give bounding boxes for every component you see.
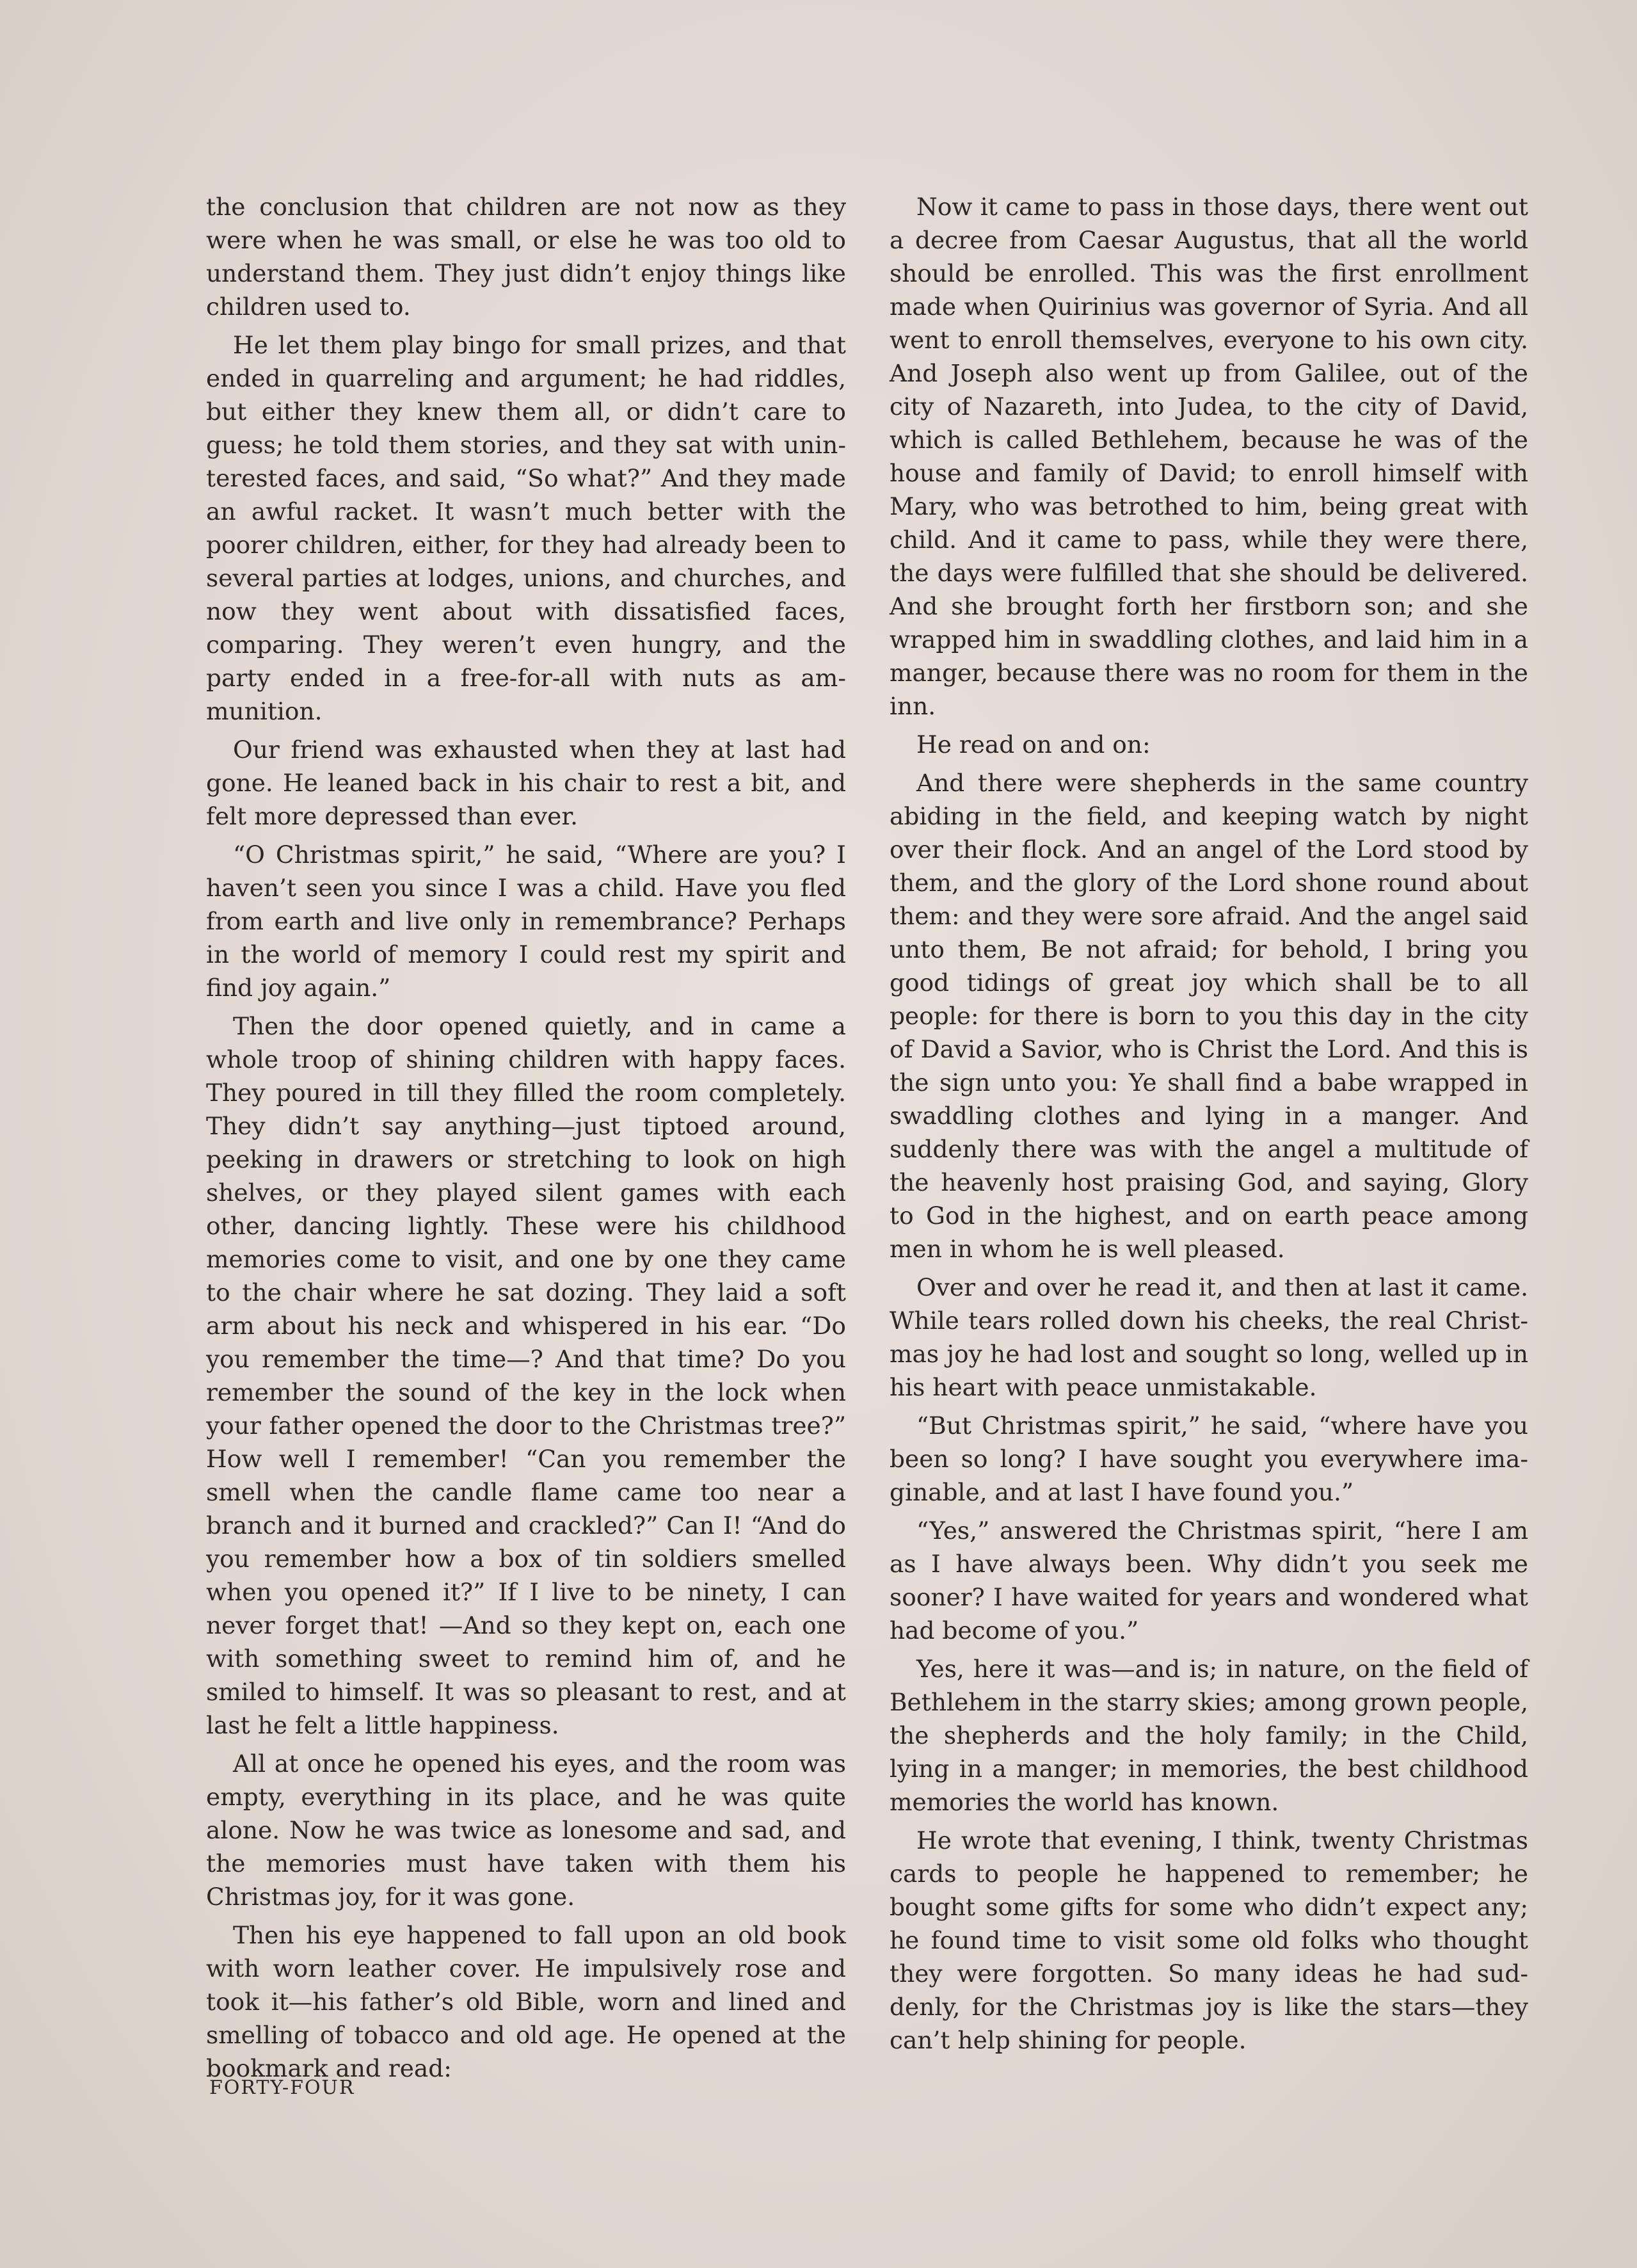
paragraph: Over and over he read it, and then at last it came. While tears rolled down his cheeks, the real Christmas joy he had lost and sought so long, welled up in his heart with peace unmistakable. [890,1273,1528,1401]
paragraph: the conclusion that children are not now as they were when he was small, or else he was too old to understand them. They just didn’t enjoy things like children used to. [206,193,846,321]
right-column [890,190,1528,2062]
page-number: FORTY-FOUR [209,2077,355,2099]
paragraph: Then his eye happened to fall upon an old book with worn leather cover. He impulsively rose and took it—his father’s old Bible, worn and lined and smelling of tobacco and old age. He opened at the bookmark and read: [206,1921,846,2082]
paragraph: Yes, here it was—and is; in nature, on the field of Bethlehem in the starry skies; among grown people, the shepherds and the holy family; in the Child, lying in a manger; in memories, the best childhood memories the world has known. [890,1655,1528,1816]
paragraph: Our friend was exhausted when they at last had gone. He leaned back in his chair to rest a bit, and felt more depressed than ever. [206,736,846,830]
paragraph: He let them play bingo for small prizes, and that ended in quarreling and argument; he had riddles, but either they knew them all, or didn’t care to guess; he told them stories, and they sat with uninterested faces, and said, “So what?” And they made an awful racket. It wasn’t much better with the poorer children, either, for they had already been to several parties at lodges, unions, and churches, and now they went about with dissatisfied faces, comparing. They weren’t even hungry, and the party ended in a free-for-all with nuts as ammunition. [206,331,846,725]
paragraph: “But Christmas spirit,” he said, “where have you been so long? I have sought you everywhere imaginable, and at last I have found you.” [890,1411,1528,1506]
paragraph: “O Christmas spirit,” he said, “Where are you? I haven’t seen you since I was a child. Have you fled from earth and live only in remembrance? Perhaps in the world of memory I could rest my spirit and find joy again.” [206,840,846,1002]
left-column [206,190,846,2090]
scripture-passage: And there were shepherds in the same country abiding in the field, and keeping watch by night over their flock. And an angel of the Lord stood by them, and the glory of the Lord shone round about them: and they were sore afraid. And the angel said unto them, Be not afraid; for behold, I bring you good tidings of great joy which shall be to all people: for there is born to you this day in the city of David a Savior, who is Christ the Lord. And this is the sign unto you: Ye shall find a babe wrapped in swaddling clothes and lying in a manger. And suddenly there was with the angel a multitude of the heavenly host praising God, and saying, Glory to God in the highest, and on earth peace among men in whom he is well pleased. [890,769,1528,1263]
paragraph: All at once he opened his eyes, and the room was empty, everything in its place, and he was quite alone. Now he was twice as lonesome and sad, and the memories must have taken with them his Christmas joy, for it was gone. [206,1749,846,1911]
paragraph: Then the door opened quietly, and in came a whole troop of shining children with happy faces. They poured in till they filled the room completely. They didn’t say anything—just tiptoed around, peeking in drawers or stretching to look on high shelves, or they played silent games with each other, dancing lightly. These were his childhood memories come to visit, and one by one they came to the chair where he sat dozing. They laid a soft arm about his neck and whispered in his ear. “Do you remember the time—? And that time? Do you remember the sound of the key in the lock when your father opened the door to the Christmas tree?” How well I remember! “Can you remember the smell when the candle flame came too near a branch and it burned and crackled?” Can I! “And do you remember how a box of tin soldiers smelled when you opened it?” If I live to be ninety, I can never forget that! —And so they kept on, each one with something sweet to remind him of, and he smiled to himself. It was so pleasant to rest, and at last he felt a little happiness. [206,1012,846,1739]
scripture-passage: Now it came to pass in those days, there went out a decree from Caesar Augustus, that all the world should be enrolled. This was the first enrollment made when Quirinius was governor of Syria. And all went to enroll themselves, everyone to his own city. And Joseph also went up from Galilee, out of the city of Nazareth, into Judea, to the city of David, which is called Bethlehem, because he was of the house and family of David; to enroll himself with Mary, who was betrothed to him, being great with child. And it came to pass, while they were there, the days were fulfilled that she should be delivered. And she brought forth her firstborn son; and she wrapped him in swaddling clothes, and laid him in a manger, because there was no room for them in the inn. [890,193,1528,720]
paragraph: He wrote that evening, I think, twenty Christmas cards to people he happened to remember; he bought some gifts for some who didn’t expect any; he found time to visit some old folks who thought they were forgotten. So many ideas he had suddenly, for the Christmas joy is like the stars—they can’t help shining for people. [890,1826,1528,2054]
paragraph: He read on and on: [916,730,1151,759]
paragraph: “Yes,” answered the Christmas spirit, “here I am as I have always been. Why didn’t you seek me sooner? I have waited for years and wondered what had become of you.” [890,1516,1528,1645]
